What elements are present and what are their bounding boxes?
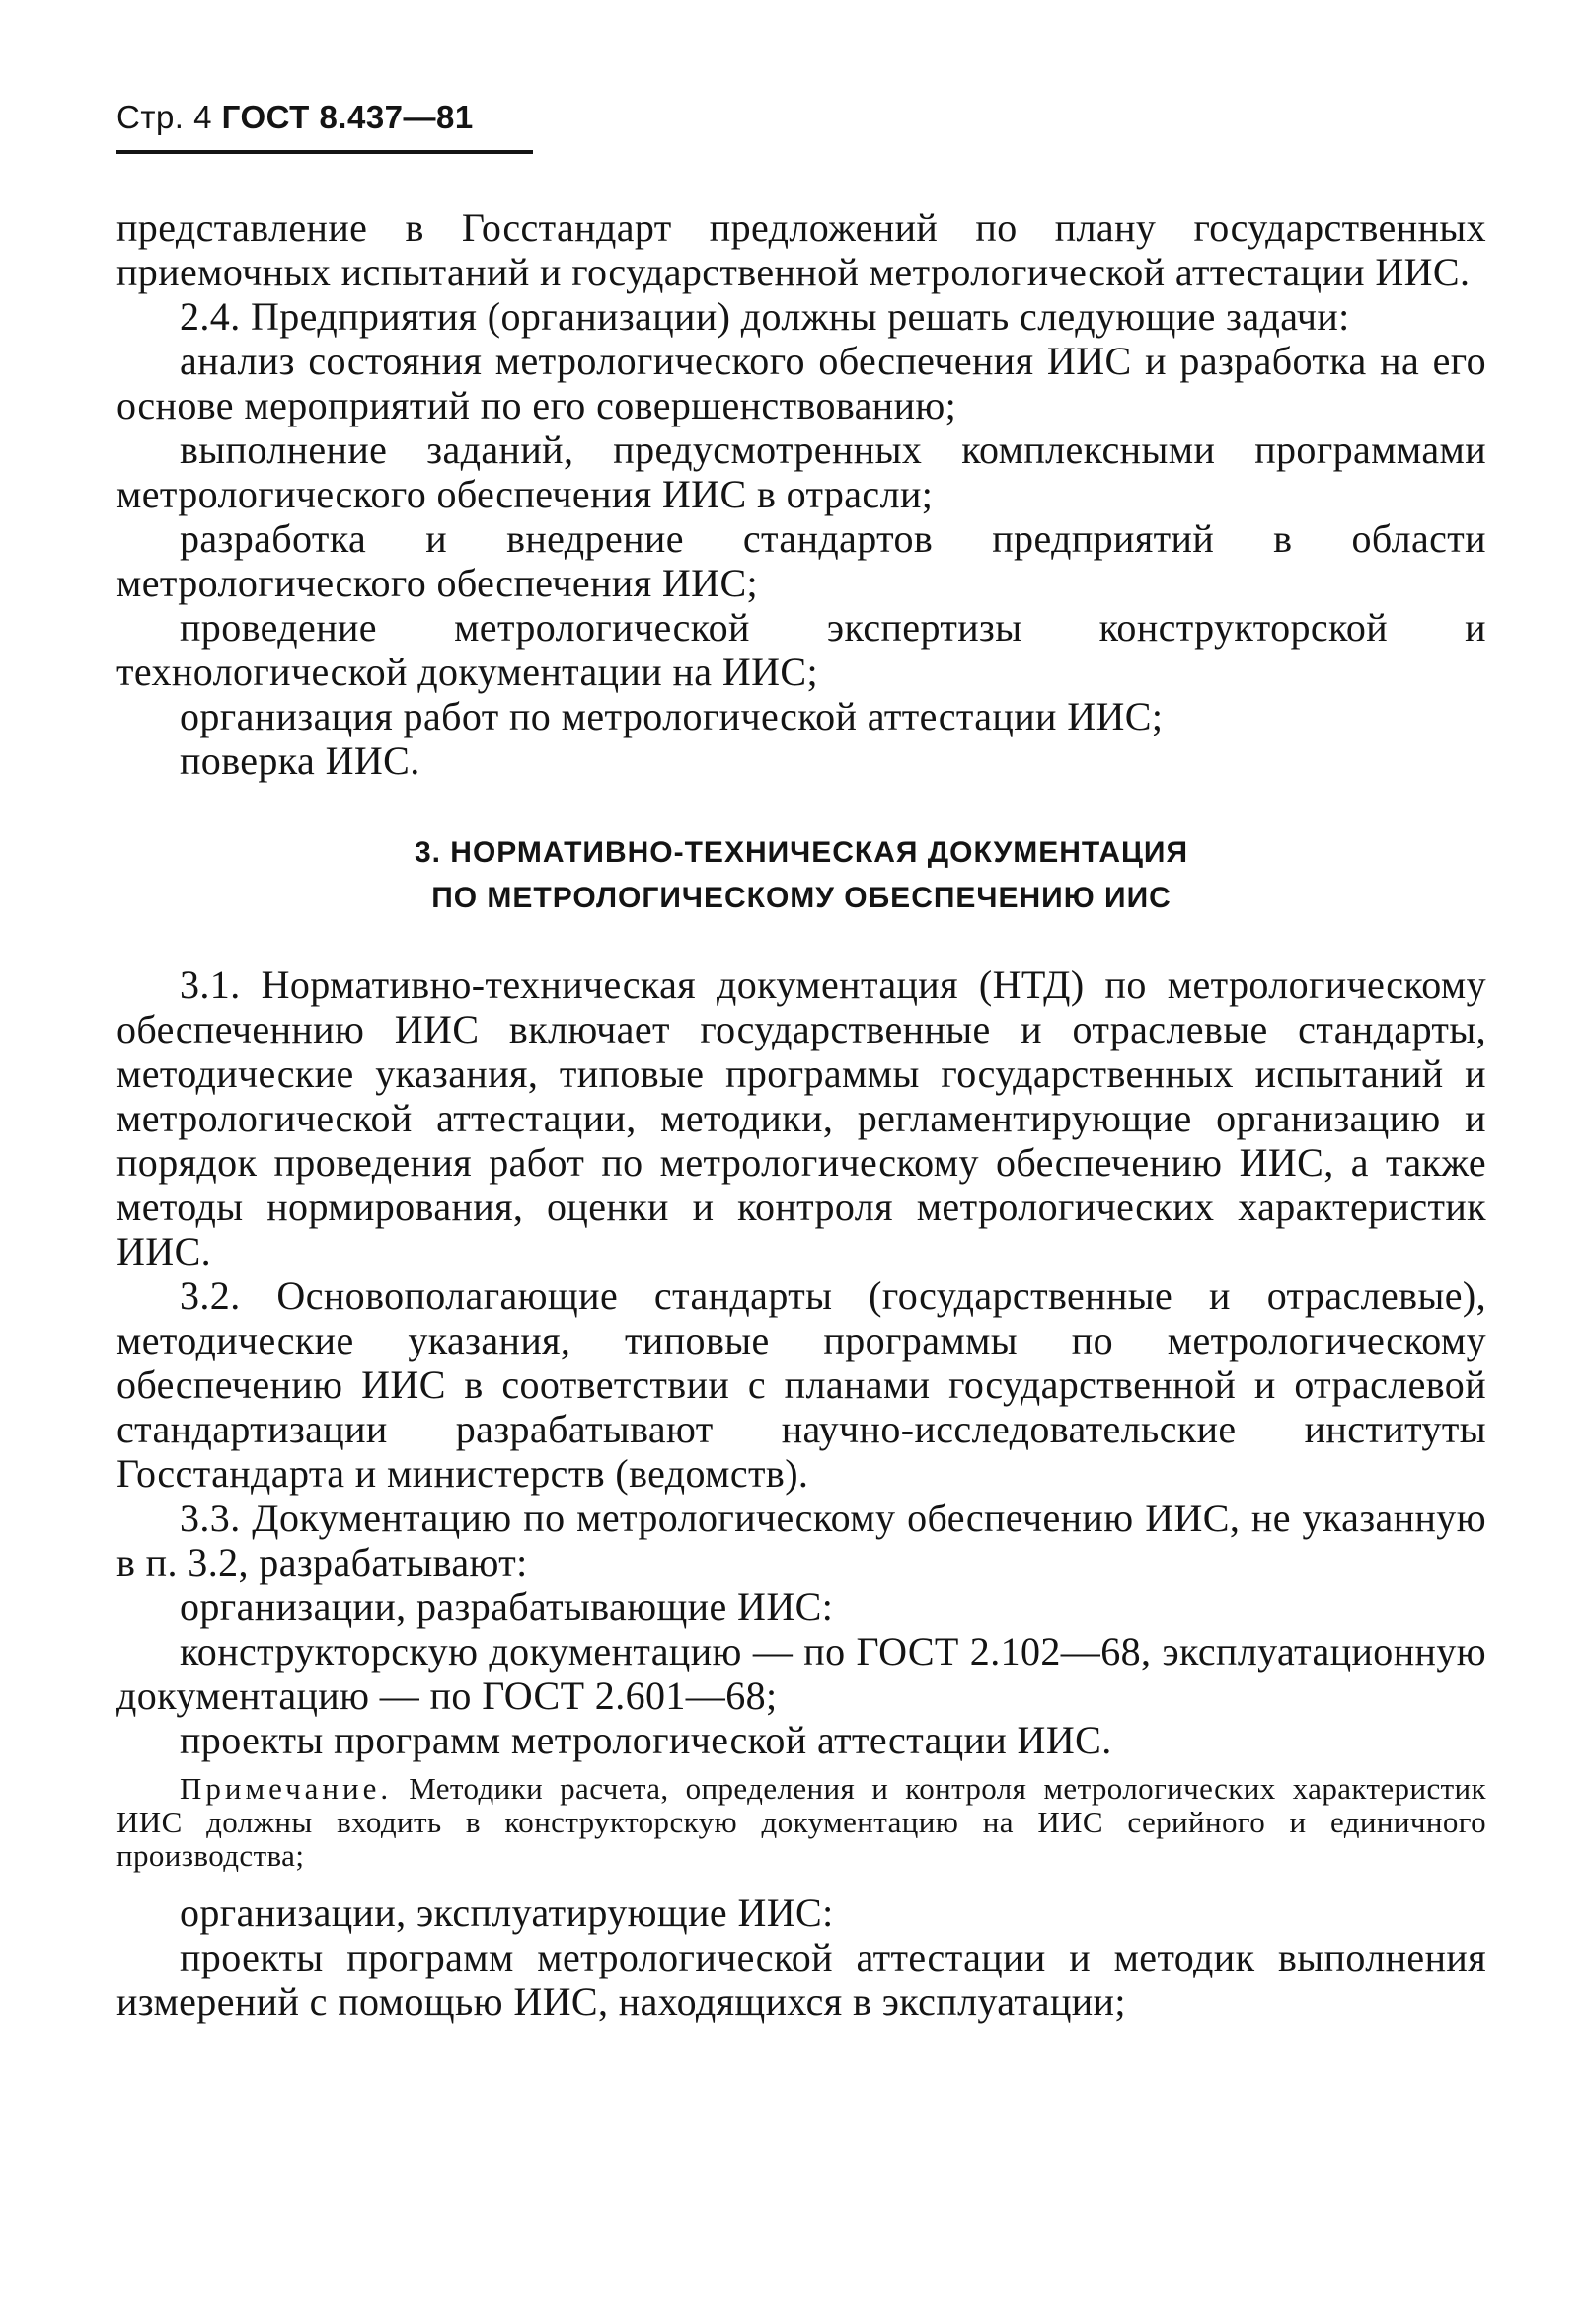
running-header (116, 99, 474, 136)
paragraph: 3.1. Нормативно-техническая документация (НТД) по метрологическому обеспеченнию ИИС включает государственные и отраслевые стандарты, методические указания, типовые программы государственных испытаний и метрологической аттестации, методики, регламентирующие организацию и порядок проведения работ по метрологическому обеспечению ИИС, а также методы нормирования, оценки и контроля метрологических характеристик ИИС. (116, 963, 1486, 1274)
list-item: анализ состояния метрологического обеспечения ИИС и разработка на его основе мероприятий по его совершенствованию; (116, 339, 1486, 427)
standard-designation: ГОСТ 8.437—81 (221, 99, 474, 135)
paragraph: 2.4. Предприятия (организации) должны решать следующие задачи: (180, 294, 1350, 339)
paragraph: 3.3. Документацию по метрологическому обеспечению ИИС, не указанную в п. 3.2, разрабатывают: (116, 1496, 1486, 1585)
page-number: Стр. 4 (116, 99, 212, 135)
header-rule (116, 150, 533, 154)
note-text: Методики расчета, определения и контроля метрологических характеристик ИИС должны входить в конструкторскую документацию на ИИС серийного и единичного производства; (116, 1771, 1486, 1873)
paragraph: представление в Госстандарт предложений по плану государственных приемочных испытаний и государственной метрологической аттестации ИИС. (116, 205, 1486, 294)
list-item: разработка и внедрение стандартов предприятий в области метрологического обеспечения ИИС; (116, 516, 1486, 605)
section-heading-line: ПО МЕТРОЛОГИЧЕСКОМУ ОБЕСПЕЧЕНИЮ ИИС (431, 882, 1172, 914)
list-item: организация работ по метрологической аттестации ИИС; (180, 694, 1164, 738)
list-item: конструкторскую документацию — по ГОСТ 2.102—68, эксплуатационную документацию — по ГОСТ 2.601—68; (116, 1629, 1486, 1718)
paragraph: 3.2. Основополагающие стандарты (государственные и отраслевые), методические указания, типовые программы по метрологическому обеспечению ИИС в соответствии с планами государственной и отраслевой стандартизации разрабатывают научно-исследовательские институты Госстандарта и министерств (ведомств). (116, 1274, 1486, 1496)
list-item: проекты программ метрологической аттестации и методик выполнения измерений с помощью ИИС, находящихся в эксплуатации; (116, 1935, 1486, 2024)
note-label: Примечание. (180, 1771, 393, 1806)
list-item: проекты программ метрологической аттестации ИИС. (180, 1718, 1112, 1762)
list-item: проведение метрологической экспертизы конструкторской и технологической документации на ИИС; (116, 605, 1486, 694)
list-item: организации, разрабатывающие ИИС: (180, 1585, 834, 1629)
section-heading (116, 830, 1486, 921)
list-item: организации, эксплуатирующие ИИС: (180, 1891, 834, 1935)
list-item: поверка ИИС. (180, 738, 420, 783)
list-item: выполнение заданий, предусмотренных комплексными программами метрологического обеспечения ИИС в отрасли; (116, 427, 1486, 516)
note (116, 1772, 1486, 1873)
section-heading-line: 3. НОРМАТИВНО-ТЕХНИЧЕСКАЯ ДОКУМЕНТАЦИЯ (414, 836, 1189, 869)
body-text (116, 205, 1486, 2024)
